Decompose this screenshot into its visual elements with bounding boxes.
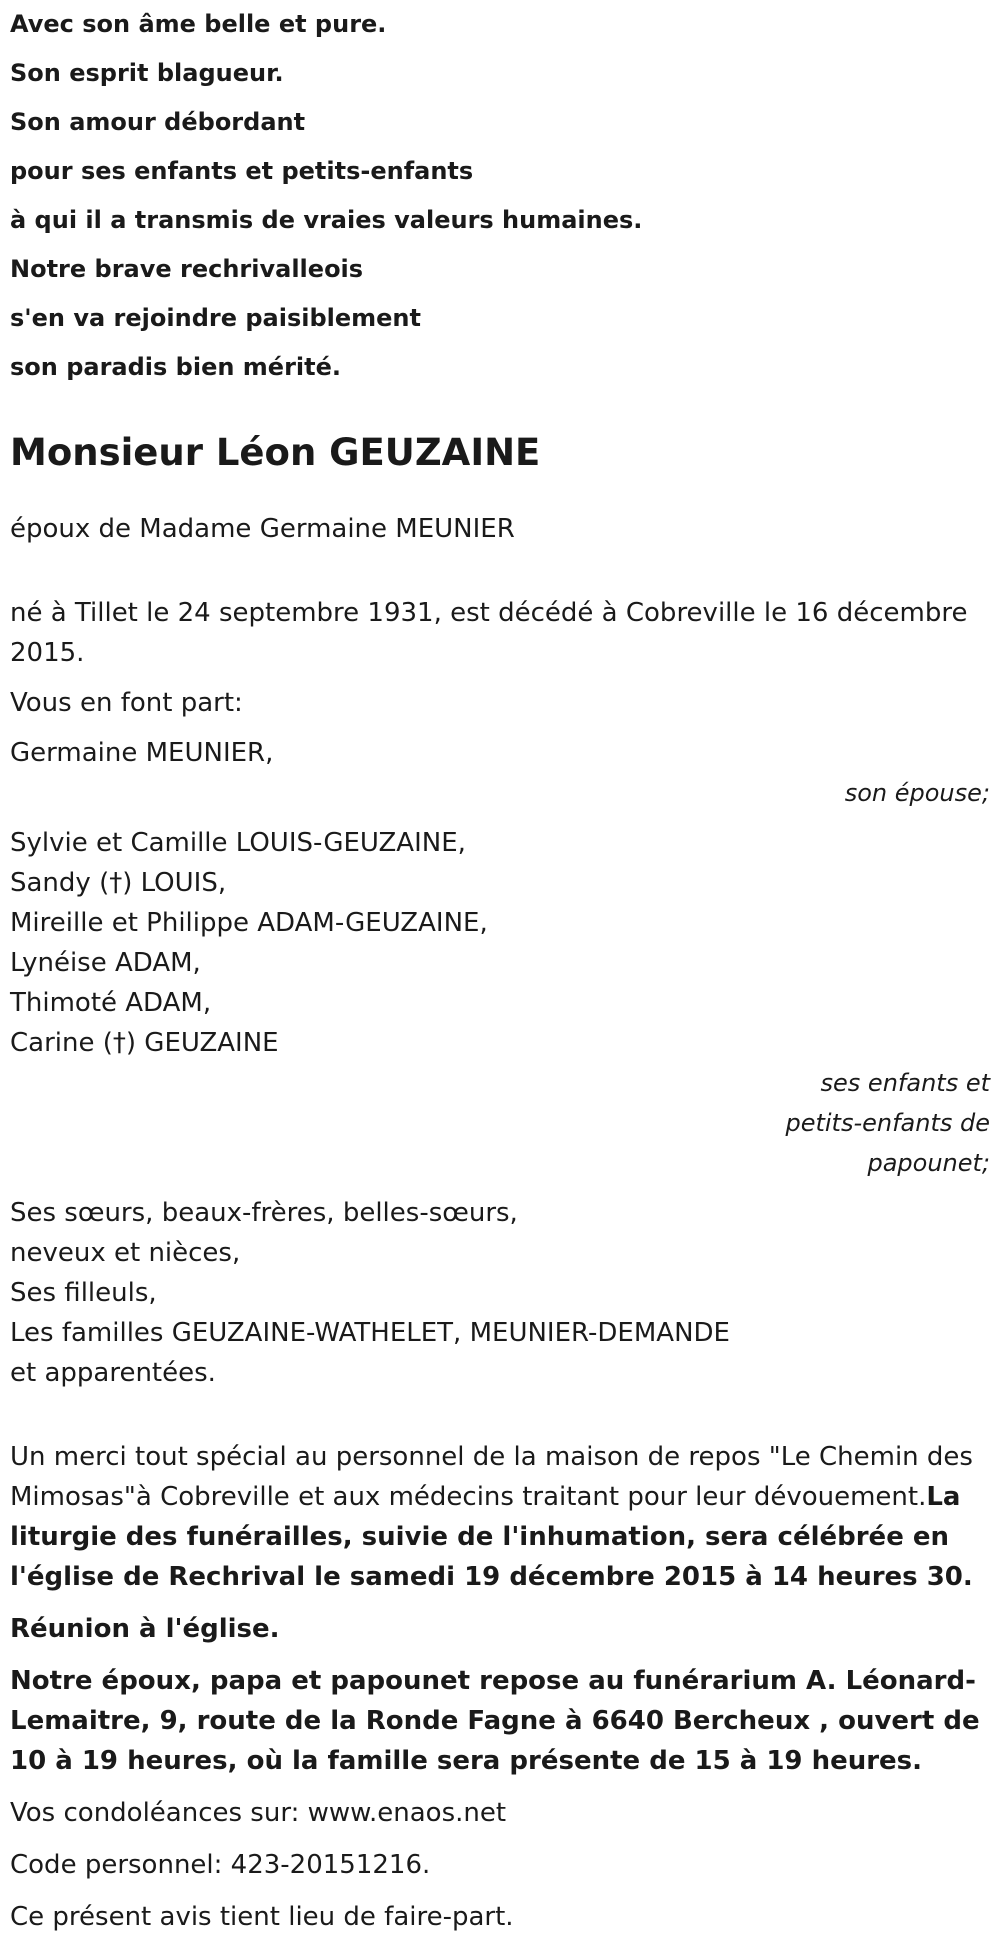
spacer xyxy=(10,1183,990,1193)
obituary-content xyxy=(10,8,990,1937)
poem-block xyxy=(10,8,990,383)
children-list xyxy=(10,823,990,1063)
child-line-5: Thimoté ADAM, xyxy=(10,988,212,1018)
child-line-3: Mireille et Philippe ADAM-GEUZAINE, xyxy=(10,908,488,938)
condolences-line: Vos condoléances sur: www.enaos.net xyxy=(10,1798,507,1828)
spacer xyxy=(10,723,990,733)
personal-code-line: Code personnel: 423-20151216. xyxy=(10,1850,431,1880)
spouse-line: époux de Madame Germaine MEUNIER xyxy=(10,514,515,544)
deceased-name: Monsieur Léon GEUZAINE xyxy=(10,431,541,474)
child-line-1: Sylvie et Camille LOUIS-GEUZAINE, xyxy=(10,828,466,858)
spacer xyxy=(10,1885,990,1897)
children-role-line-3: papounet; xyxy=(867,1149,990,1177)
children-role-line-2: petits-enfants de xyxy=(785,1109,990,1137)
poem-line-6: Notre brave rechrivalleois xyxy=(10,255,364,283)
others-line-1: Ses sœurs, beaux-frères, belles-sœurs, xyxy=(10,1198,518,1228)
spacer xyxy=(10,1833,990,1845)
child-line-6: Carine (†) GEUZAINE xyxy=(10,1028,279,1058)
poem-line-2: Son esprit blagueur. xyxy=(10,59,284,87)
spacer xyxy=(10,673,990,683)
spacer xyxy=(10,1597,990,1609)
announce-line: Vous en font part: xyxy=(10,688,243,718)
poem-line-1: Avec son âme belle et pure. xyxy=(10,10,387,38)
others-line-2: neveux et nièces, xyxy=(10,1238,241,1268)
reunion-line: Réunion à l'église. xyxy=(10,1614,280,1644)
poem-line-8: son paradis bien mérité. xyxy=(10,353,342,381)
funerarium-paragraph: Notre époux, papa et papounet repose au funérarium A. Léonard-Lemaitre, 9, route de la Ronde Fagne à 6640 Bercheux , ouvert de 10 à 19 heures, où la famille sera présente de 15 à 19 heures. xyxy=(10,1666,980,1776)
poem-line-5: à qui il a transmis de vraies valeurs humaines. xyxy=(10,206,643,234)
spacer xyxy=(10,1649,990,1661)
children-role xyxy=(650,1063,990,1183)
spacer xyxy=(10,549,990,593)
others-line-3: Ses filleuls, xyxy=(10,1278,157,1308)
spouse-name: Germaine MEUNIER, xyxy=(10,738,274,768)
poem-line-4: pour ses enfants et petits-enfants xyxy=(10,157,474,185)
thanks-text: Un merci tout spécial au personnel de la maison de repos "Le Chemin des Mimosas"à Cobreville et aux médecins traitant pour leur dévouement. xyxy=(10,1442,973,1512)
notice-line: Ce présent avis tient lieu de faire-part. xyxy=(10,1902,514,1932)
birth-death-line: né à Tillet le 24 septembre 1931, est décédé à Cobreville le 16 décembre 2015. xyxy=(10,598,968,668)
poem-line-3: Son amour débordant xyxy=(10,108,306,136)
child-line-4: Lynéise ADAM, xyxy=(10,948,201,978)
child-line-2: Sandy (†) LOUIS, xyxy=(10,868,227,898)
others-line-4: Les familles GEUZAINE-WATHELET, MEUNIER-DEMANDE xyxy=(10,1318,730,1348)
thanks-paragraph xyxy=(10,1437,990,1597)
others-line-5: et apparentées. xyxy=(10,1358,216,1388)
spacer xyxy=(10,813,990,823)
funeral-ceremony-text: La liturgie des funérailles, suivie de l'inhumation, sera célébrée en l'église de Rechrival le samedi 19 décembre 2015 à 14 heures 30. xyxy=(10,1482,973,1592)
spacer xyxy=(10,1393,990,1437)
spacer xyxy=(10,1781,990,1793)
spouse-role: son épouse; xyxy=(844,779,990,807)
children-role-line-1: ses enfants et xyxy=(820,1069,990,1097)
poem-line-7: s'en va rejoindre paisiblement xyxy=(10,304,421,332)
others-list xyxy=(10,1193,990,1393)
